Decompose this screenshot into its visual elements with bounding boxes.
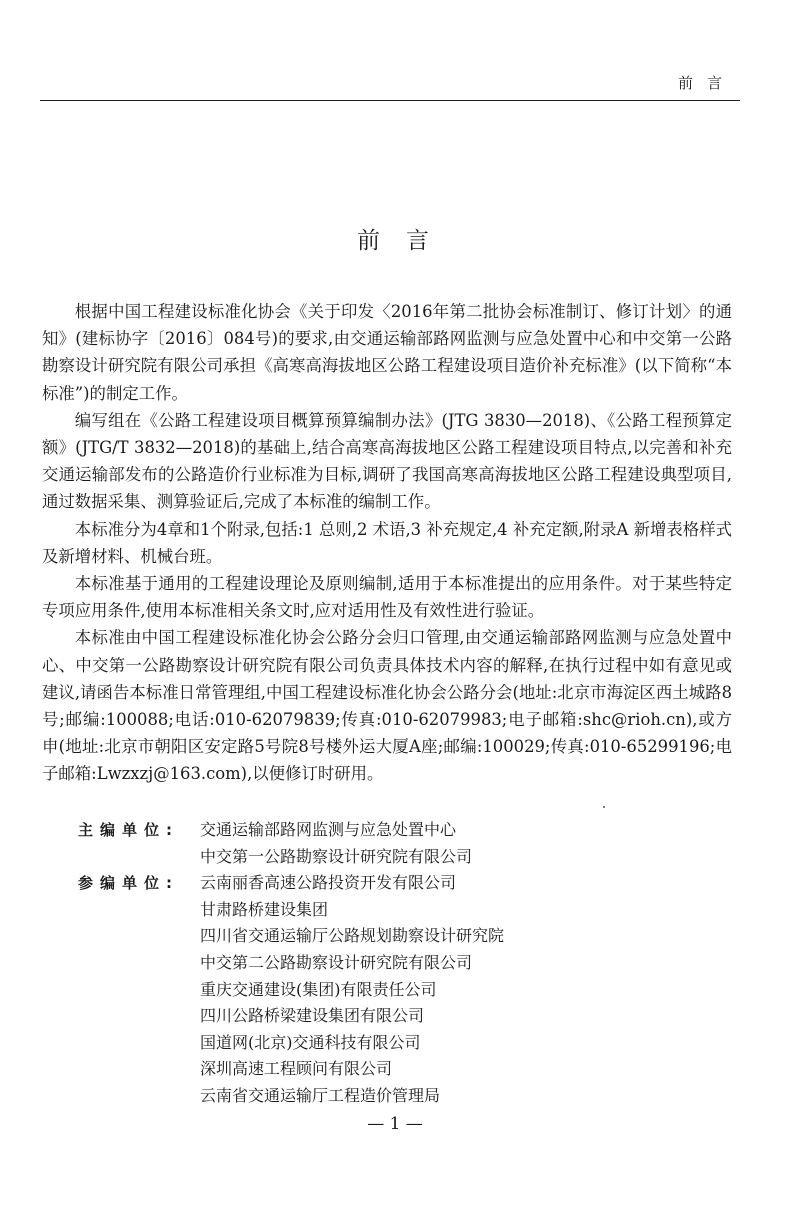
paragraph-1: 根据中国工程建设标准化协会《关于印发〈2016年第二批协会标准制订、修订计划〉的通知》(建标协字〔2016〕084号)的要求,由交通运输部路网监测与应急处置中心和中交第一公路勘察设计研究院有限公司承担《高寒高海拔地区公路工程建设项目造价补充标准》(以下简称“本标准”)的制定工作。 bbox=[42, 302, 732, 403]
participating-unit: 重庆交通建设(集团)有限责任公司 bbox=[200, 979, 437, 999]
participating-unit: 深圳高速工程顾问有限公司 bbox=[200, 1059, 393, 1079]
participating-unit: 甘肃路桥建设集团 bbox=[200, 899, 329, 919]
paragraph-5: 本标准由中国工程建设标准化协会公路分会归口管理,由交通运输部路网监测与应急处置中心、中交第一公路勘察设计研究院有限公司负责具体技术内容的解释,在执行过程中如有意见或建议,请函告本标准日常管理组,中国工程建设标准化协会公路分会(地址:北京市海淀区西土城路8号;邮编:100088;电话:010-62079839;传真:010-62079983;电子邮箱:shc@rioh.cn),或方申(地址:北京市朝阳区安定路5号院8号楼外运大厦A座;邮编:100029;传真:010-65299196;电子邮箱:Lwzxzj@163.com),以便修订时研用。 bbox=[42, 628, 732, 784]
participating-units-list bbox=[200, 870, 504, 1109]
paragraph-2: 编写组在《公路工程建设项目概算预算编制办法》(JTG 3830—2018)、《公路工程预算定额》(JTG/T 3832—2018)的基础上,结合高寒高海拔地区公路工程建设项目特点,以完善和补充交通运输部发布的公路造价行业标准为目标,调研了我国高寒高海拔地区公路工程建设典型项目,通过数据采集、测算验证后,完成了本标准的编制工作。 bbox=[42, 410, 732, 512]
paragraph-3: 本标准分为4章和1个附录,包括:1 总则,2 术语,3 补充规定,4 补充定额,附录A 新增表格样式及新增材料、机械台班。 bbox=[42, 519, 732, 566]
participating-units-label: 参编单位: bbox=[78, 874, 179, 893]
participating-unit: 云南省交通运输厅工程造价管理局 bbox=[200, 1085, 441, 1105]
scan-speck bbox=[603, 806, 605, 808]
running-header: 前言 bbox=[677, 74, 736, 92]
page-title: 前言 bbox=[357, 228, 455, 254]
header-rule bbox=[40, 100, 740, 101]
chief-unit: 交通运输部路网监测与应急处置中心 bbox=[200, 820, 457, 839]
participating-unit: 四川省交通运输厅公路规划勘察设计研究院 bbox=[200, 926, 505, 946]
page-number: — 1 — bbox=[367, 1114, 423, 1134]
preface-body bbox=[42, 298, 732, 788]
participating-unit: 四川公路桥梁建设集团有限公司 bbox=[200, 1006, 425, 1026]
chief-editing-units bbox=[78, 817, 718, 870]
participating-unit: 云南丽香高速公路投资开发有限公司 bbox=[200, 873, 457, 893]
participating-unit: 中交第二公路勘察设计研究院有限公司 bbox=[200, 952, 473, 972]
paragraph-4: 本标准基于通用的工程建设理论及原则编制,适用于本标准提出的应用条件。对于某些特定专项应用条件,使用本标准相关条文时,应对适用性及有效性进行验证。 bbox=[42, 574, 732, 621]
chief-units-list bbox=[200, 817, 472, 870]
chief-units-label: 主编单位: bbox=[78, 821, 179, 839]
editing-units bbox=[78, 817, 718, 1110]
chief-unit: 中交第一公路勘察设计研究院有限公司 bbox=[200, 846, 473, 866]
participating-units bbox=[78, 870, 718, 1109]
participating-unit: 国道网(北京)交通科技有限公司 bbox=[200, 1032, 421, 1052]
